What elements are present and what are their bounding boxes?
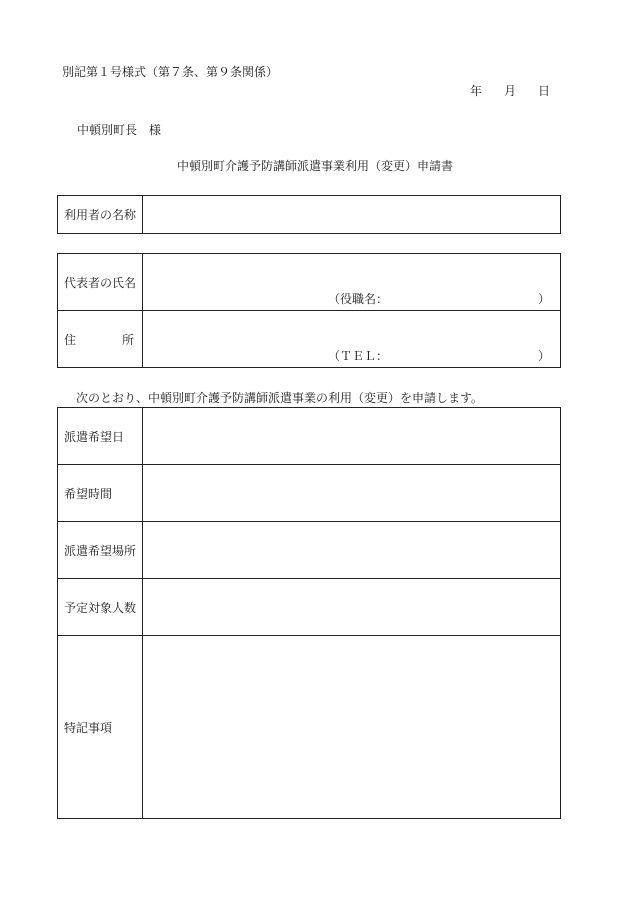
details-table <box>57 407 561 819</box>
intro-statement: 次のとおり、中頓別町介護予防講師派遣事業の利用（変更）を申請します。 <box>76 391 484 405</box>
position-line <box>328 290 550 307</box>
special-notes-field[interactable] <box>143 636 561 819</box>
applicant-table <box>57 253 561 368</box>
document-title: 中頓別町介護予防講師派遣事業利用（変更）申請書 <box>176 159 453 173</box>
rep-name-label: 代表者の氏名 <box>58 254 143 311</box>
special-notes-label: 特記事項 <box>58 636 143 819</box>
tel-line <box>328 347 550 364</box>
position-close: ） <box>537 292 550 306</box>
date-line <box>470 84 550 98</box>
dispatch-date-field[interactable] <box>143 408 561 465</box>
desired-time-field[interactable] <box>143 465 561 522</box>
dispatch-place-field[interactable] <box>143 522 561 579</box>
dispatch-place-label: 派遣希望場所 <box>58 522 143 579</box>
dispatch-date-label: 派遣希望日 <box>58 408 143 465</box>
user-name-table <box>57 195 561 234</box>
form-reference: 別記第１号様式（第７条、第９条関係） <box>62 65 279 79</box>
address-label <box>58 311 143 368</box>
date-month: 月 <box>504 84 517 98</box>
address-label-part-2: 所 <box>121 332 134 347</box>
expected-people-label: 予定対象人数 <box>58 579 143 636</box>
desired-time-label: 希望時間 <box>58 465 143 522</box>
tel-label: （ＴＥＬ： <box>328 349 389 363</box>
date-year: 年 <box>470 84 483 98</box>
user-name-field[interactable] <box>143 196 561 234</box>
tel-close: ） <box>537 349 550 363</box>
user-name-label: 利用者の名称 <box>58 196 143 234</box>
expected-people-field[interactable] <box>143 579 561 636</box>
address-label-part-1: 住 <box>64 332 77 347</box>
rep-name-field[interactable] <box>143 254 561 311</box>
addressee: 中頓別町長 様 <box>77 123 162 137</box>
date-day: 日 <box>538 84 551 98</box>
position-label: （役職名： <box>328 292 389 306</box>
address-field[interactable] <box>143 311 561 368</box>
